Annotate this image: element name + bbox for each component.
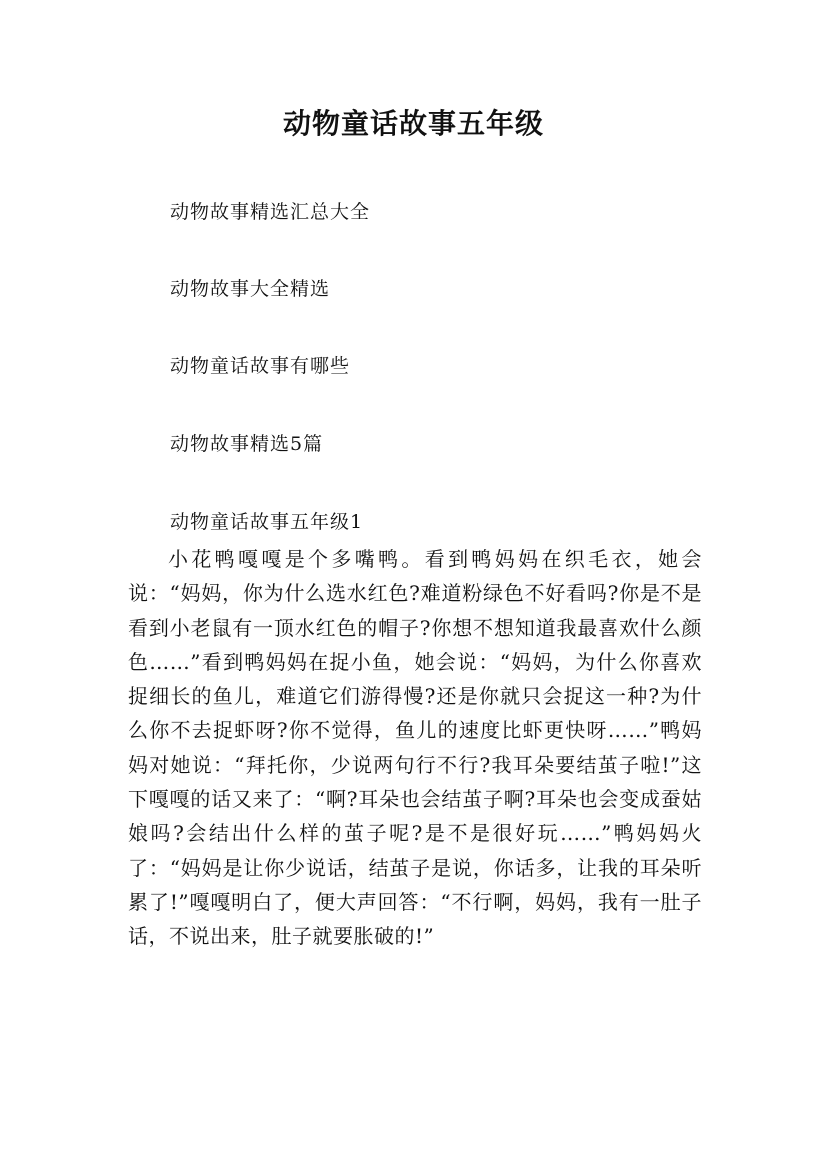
- toc-item: 动物故事精选5篇: [170, 433, 324, 455]
- document-title: 动物童话故事五年级: [282, 107, 544, 140]
- toc-item: 动物童话故事有哪些: [170, 355, 351, 377]
- toc-item: 动物故事大全精选: [170, 278, 331, 300]
- story-heading: 动物童话故事五年级1: [170, 511, 364, 533]
- toc-item: 动物故事精选汇总大全: [170, 201, 371, 223]
- story-paragraph: 小花鸭嘎嘎是个多嘴鸭。看到鸭妈妈在织毛衣，她会说：“妈妈，你为什么选水红色?难道粉绿色不好看吗?你是不是看到小老鼠有一顶水红色的帽子?你想不想知道我最喜欢什么颜色……”看到鸭妈妈在捉小鱼，她会说：“妈妈，为什么你喜欢捉细长的鱼儿，难道它们游得慢?还是你就只会捉这一种?为什么你不去捉虾呀?你不觉得，鱼儿的速度比虾更快呀……”鸭妈妈对她说：“拜托你，少说两句行不行?我耳朵要结茧子啦!”这下嘎嘎的话又来了：“啊?耳朵也会结茧子啊?耳朵也会变成蚕姑娘吗?会结出什么样的茧子呢?是不是很好玩……”鸭妈妈火了：“妈妈是让你少说话，结茧子是说，你话多，让我的耳朵听累了!”嘎嘎明白了，便大声回答：“不行啊，妈妈，我有一肚子话，不说出来，肚子就要胀破的!”: [128, 547, 702, 949]
